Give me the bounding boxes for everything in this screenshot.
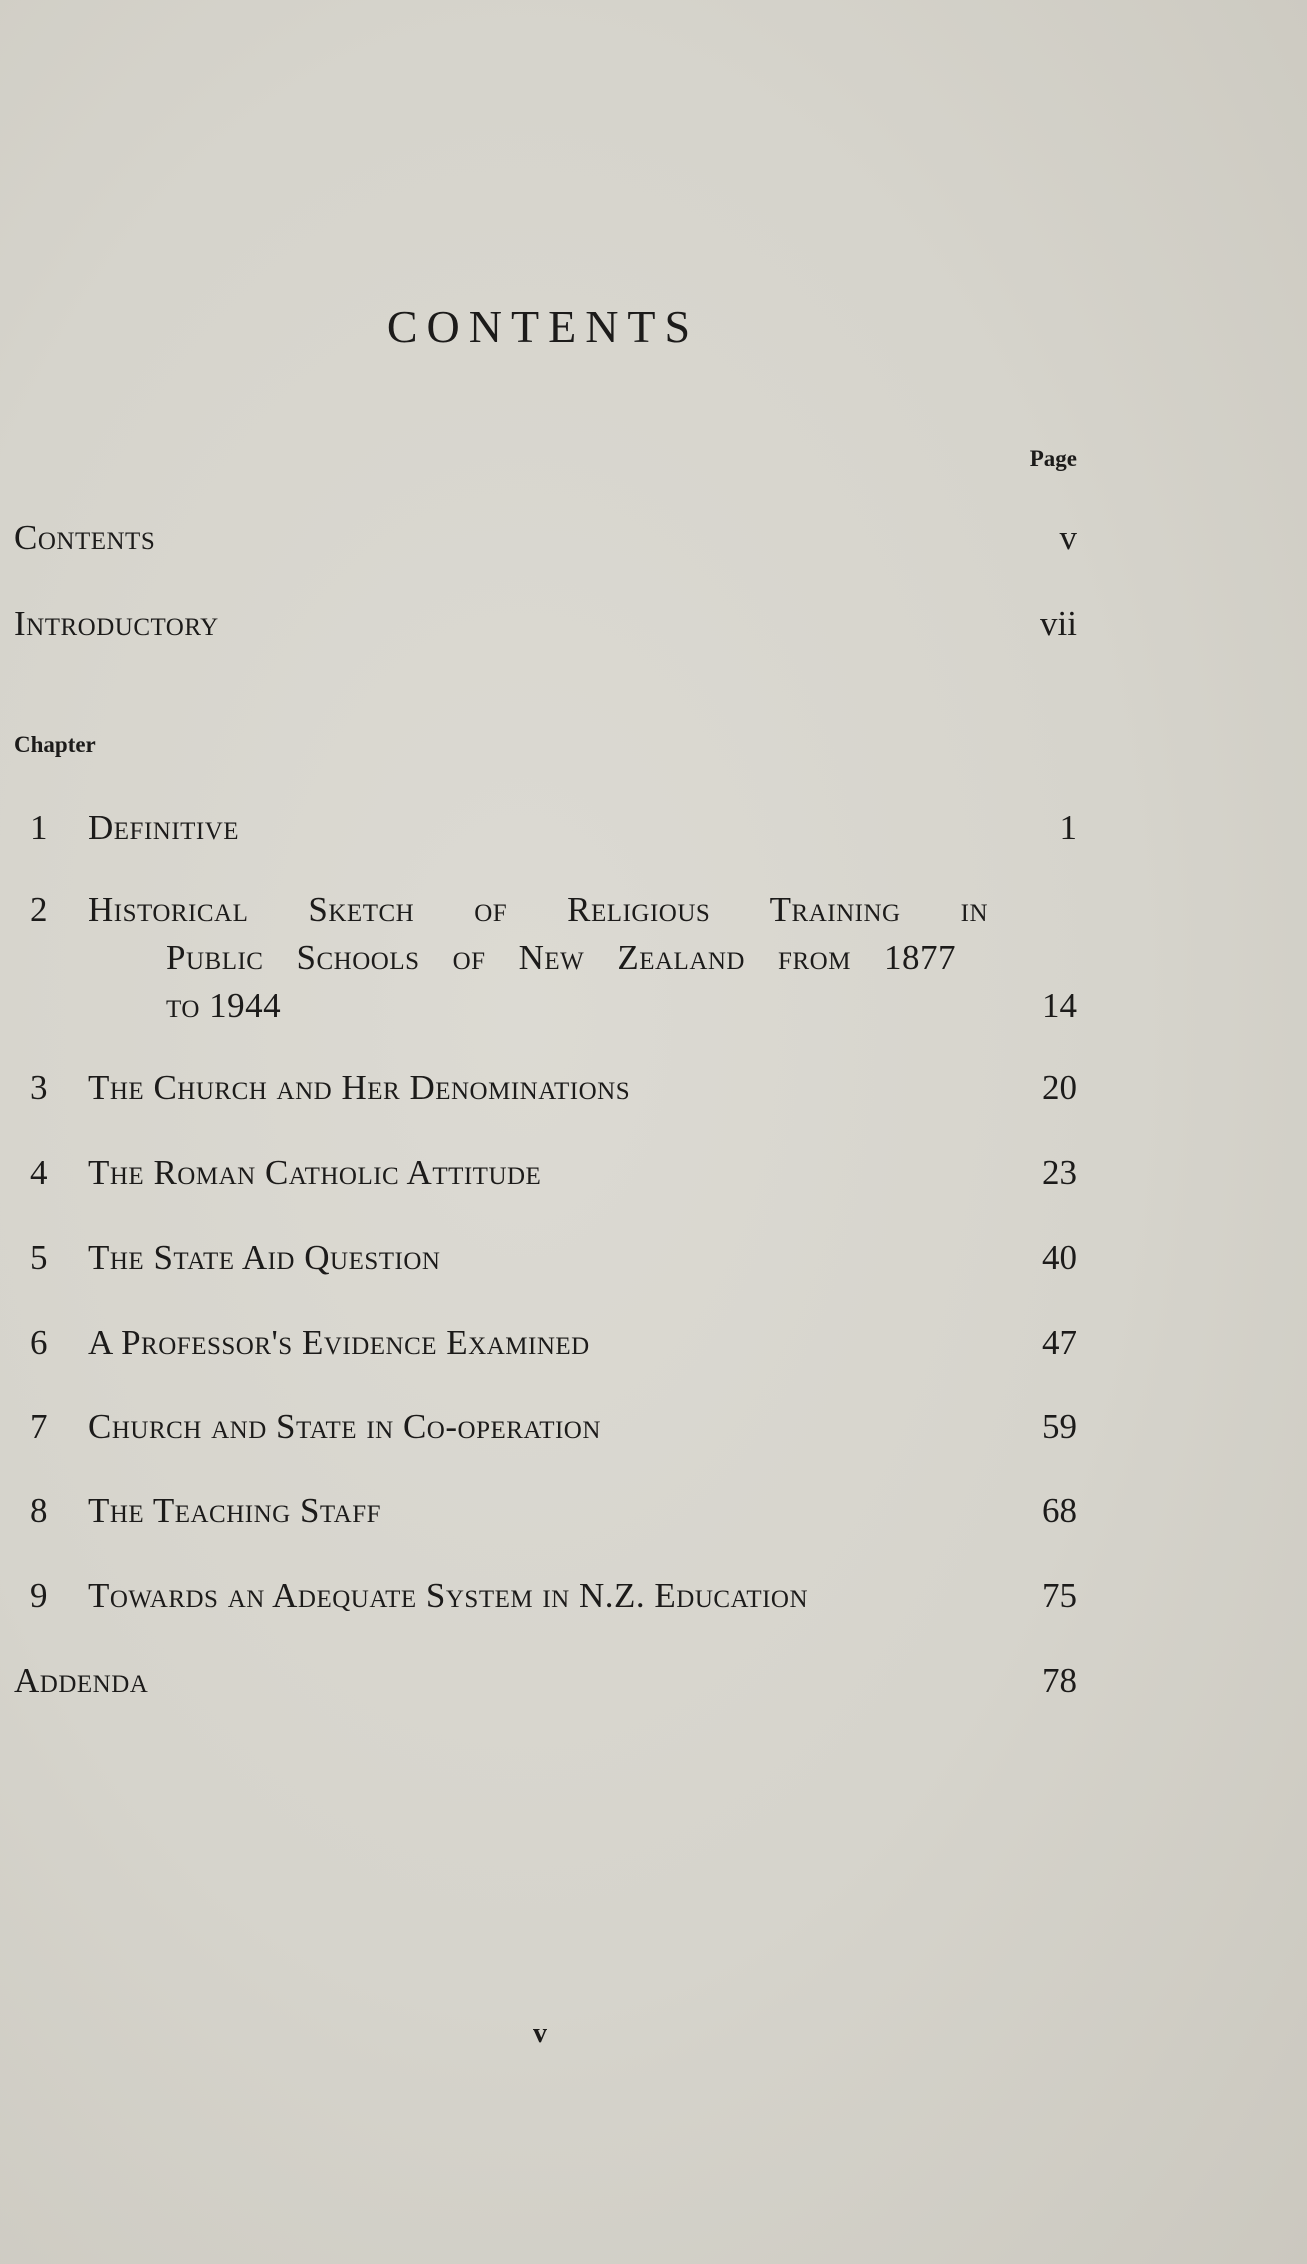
page-column-header: Page xyxy=(1029,446,1077,471)
chapter-number: 5 xyxy=(30,1238,48,1277)
chapter-page: 1 xyxy=(1059,808,1077,847)
chapter-title: Definitive xyxy=(88,808,240,847)
toc-entry-page: vii xyxy=(1040,604,1077,643)
toc-chapter-2[interactable] xyxy=(0,886,1077,1030)
chapter-number: 2 xyxy=(30,890,48,929)
chapter-title: Towards an Adequate System in N.Z. Education xyxy=(88,1576,809,1615)
page-folio: v xyxy=(533,2018,547,2049)
chapter-number: 3 xyxy=(30,1068,48,1107)
chapter-title: A Professor's Evidence Examined xyxy=(88,1323,590,1362)
chapter-title: The Church and Her Denominations xyxy=(88,1068,631,1107)
chapter-title-line-2: Public Schools of New Zealand from 1877 xyxy=(166,938,956,977)
toc-entry-label: Contents xyxy=(14,518,156,557)
chapter-number: 1 xyxy=(30,808,48,847)
chapter-column-header: Chapter xyxy=(14,732,96,757)
chapter-title-line-3: to 1944 xyxy=(166,986,282,1025)
chapter-page: 20 xyxy=(1042,1068,1077,1107)
chapter-page: 23 xyxy=(1042,1153,1077,1192)
chapter-page: 68 xyxy=(1042,1491,1077,1530)
chapter-number: 9 xyxy=(30,1576,48,1615)
chapter-title: The State Aid Question xyxy=(88,1238,441,1277)
toc-entry-label: Addenda xyxy=(14,1661,149,1700)
chapter-title-line-1: Historical Sketch of Religious Training in xyxy=(88,890,988,929)
toc-entry-page: 78 xyxy=(1042,1661,1077,1700)
chapter-title: Church and State in Co-operation xyxy=(88,1407,601,1446)
chapter-number: 4 xyxy=(30,1153,48,1192)
chapter-title: The Roman Catholic Attitude xyxy=(88,1153,542,1192)
chapter-page: 75 xyxy=(1042,1576,1077,1615)
chapter-page: 59 xyxy=(1042,1407,1077,1446)
chapter-number: 8 xyxy=(30,1491,48,1530)
toc-entry-page: v xyxy=(1059,518,1077,557)
chapter-page: 40 xyxy=(1042,1238,1077,1277)
chapter-number: 7 xyxy=(30,1407,48,1446)
toc-entry-label: Introductory xyxy=(14,604,219,643)
chapter-title: The Teaching Staff xyxy=(88,1491,382,1530)
chapter-page: 47 xyxy=(1042,1323,1077,1362)
page-title: CONTENTS xyxy=(386,301,700,352)
chapter-page: 14 xyxy=(1042,986,1077,1025)
chapter-number: 6 xyxy=(30,1323,48,1362)
